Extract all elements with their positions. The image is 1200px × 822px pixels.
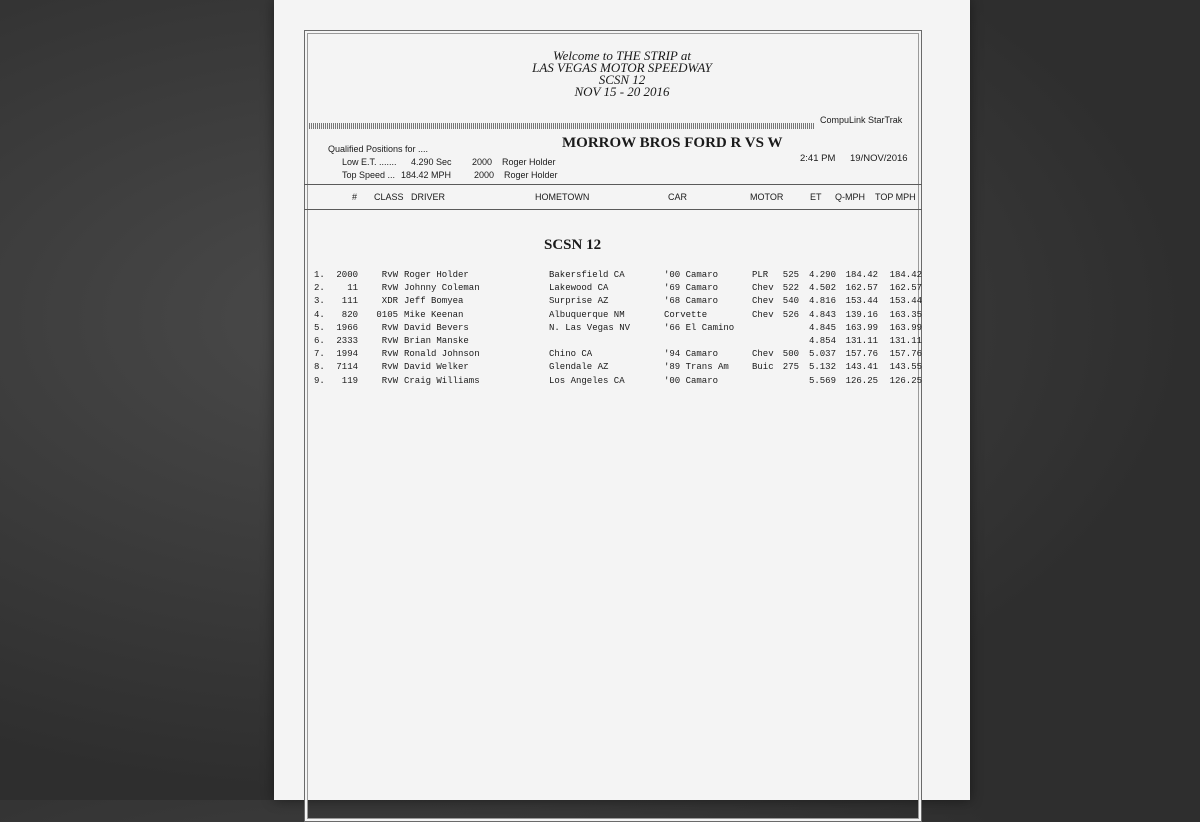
hometown-cell: Albuquerque NM — [549, 309, 625, 320]
car-cell: '89 Trans Am — [664, 362, 729, 373]
motor-cell: PLR — [752, 270, 769, 280]
class-cell: XDR — [381, 296, 398, 307]
hometown-cell: Lakewood CA — [549, 283, 609, 294]
welcome-line: SCSN 12 — [598, 72, 646, 87]
col-header-hometown: HOMETOWN — [535, 192, 590, 202]
car-cell: '94 Camaro — [664, 349, 719, 360]
qualified-label: Qualified Positions for .... — [328, 144, 429, 154]
displacement-cell: 526 — [782, 309, 799, 320]
et-cell: 4.290 — [808, 270, 836, 280]
hometown-cell: Surprise AZ — [549, 296, 609, 307]
car-number-cell: 7114 — [336, 362, 358, 373]
et-cell: 4.854 — [808, 336, 836, 346]
position-cell: 3. — [314, 296, 325, 307]
car-cell: '00 Camaro — [664, 270, 719, 280]
hometown-cell: Glendale AZ — [549, 362, 609, 373]
car-number-cell: 820 — [341, 309, 358, 320]
section-title: SCSN 12 — [544, 237, 602, 253]
car-cell: '68 Camaro — [664, 296, 719, 307]
class-cell: RvW — [381, 375, 398, 386]
welcome-line: LAS VEGAS MOTOR SPEEDWAY — [532, 60, 712, 75]
top-speed-label: Top Speed ... — [342, 170, 396, 180]
top-mph-cell: 143.55 — [889, 362, 922, 373]
qmph-cell: 131.11 — [845, 336, 878, 346]
vendor-label: CompuLink StarTrak — [820, 115, 903, 125]
class-cell: 0105 — [376, 309, 398, 320]
qmph-cell: 143.41 — [845, 362, 878, 373]
top-mph-cell: 131.11 — [889, 336, 922, 346]
et-cell: 4.845 — [808, 322, 836, 333]
driver-cell: Mike Keenan — [404, 309, 464, 320]
top-mph-cell: 153.44 — [889, 296, 922, 307]
displacement-cell: 500 — [782, 349, 799, 360]
car-number-cell: 1966 — [336, 322, 358, 333]
welcome-header — [274, 50, 970, 98]
position-cell: 8. — [314, 362, 325, 373]
class-cell: RvW — [381, 336, 398, 346]
col-header-position: # — [352, 192, 358, 202]
qmph-cell: 153.44 — [845, 296, 878, 307]
motor-cell: Chev — [752, 349, 774, 360]
position-cell: 6. — [314, 336, 325, 346]
hometown-cell: N. Las Vegas NV — [549, 322, 631, 333]
car-number-cell: 2333 — [336, 336, 358, 346]
qmph-cell: 157.76 — [845, 349, 878, 360]
position-cell: 2. — [314, 283, 325, 294]
welcome-line: NOV 15 - 20 2016 — [574, 84, 670, 99]
welcome-line: Welcome to THE STRIP at — [553, 48, 691, 63]
et-cell: 4.843 — [808, 309, 836, 320]
class-cell: RvW — [381, 362, 398, 373]
car-number-cell: 2000 — [336, 270, 358, 280]
position-cell: 4. — [314, 309, 325, 320]
motor-cell: Chev — [752, 283, 774, 294]
qmph-cell: 184.42 — [845, 270, 878, 280]
table-row — [274, 296, 970, 309]
top-mph-cell: 126.25 — [889, 375, 922, 386]
table-row — [274, 270, 970, 283]
top-speed-value: 184.42 MPH — [401, 170, 452, 180]
top-mph-cell: 162.57 — [889, 283, 922, 294]
displacement-cell: 522 — [782, 283, 799, 294]
hatched-divider — [309, 123, 815, 129]
top-mph-cell: 163.35 — [889, 309, 922, 320]
table-row — [274, 362, 970, 375]
header-rule-bottom — [304, 209, 922, 210]
et-cell: 4.502 — [808, 283, 836, 294]
col-header-car: CAR — [668, 192, 688, 202]
et-cell: 4.816 — [808, 296, 836, 307]
table-row — [274, 336, 970, 349]
class-cell: RvW — [381, 322, 398, 333]
qmph-cell: 139.16 — [845, 309, 878, 320]
driver-cell: Brian Manske — [404, 336, 469, 346]
col-header-class: CLASS — [374, 192, 404, 202]
hometown-cell: Los Angeles CA — [549, 375, 625, 386]
driver-cell: Craig Williams — [404, 375, 480, 386]
driver-cell: David Welker — [404, 362, 469, 373]
position-cell: 1. — [314, 270, 325, 280]
driver-cell: Johnny Coleman — [404, 283, 480, 294]
displacement-cell: 525 — [782, 270, 799, 280]
qmph-cell: 126.25 — [845, 375, 878, 386]
displacement-cell: 275 — [782, 362, 799, 373]
motor-cell: Chev — [752, 296, 774, 307]
results-sheet — [274, 0, 970, 800]
driver-cell: Roger Holder — [404, 270, 469, 280]
et-cell: 5.132 — [808, 362, 836, 373]
class-cell: RvW — [381, 283, 398, 294]
event-title: MORROW BROS FORD R VS W — [562, 135, 783, 151]
position-cell: 7. — [314, 349, 325, 360]
car-cell: '69 Camaro — [664, 283, 719, 294]
col-header-top-mph: TOP MPH — [875, 192, 916, 202]
driver-cell: Ronald Johnson — [404, 349, 480, 360]
header-rule-top — [304, 184, 922, 185]
print-time: 2:41 PM — [800, 153, 836, 164]
class-cell: RvW — [381, 270, 398, 280]
col-header-driver: DRIVER — [411, 192, 446, 202]
top-speed-driver: Roger Holder — [504, 170, 558, 180]
et-cell: 5.569 — [808, 375, 836, 386]
print-date: 19/NOV/2016 — [850, 153, 908, 164]
et-cell: 5.037 — [808, 349, 836, 360]
low-et-driver: Roger Holder — [502, 157, 556, 167]
car-cell: '00 Camaro — [664, 375, 719, 386]
motor-cell: Chev — [752, 309, 774, 320]
hometown-cell: Bakersfield CA — [549, 270, 625, 280]
driver-cell: David Bevers — [404, 322, 469, 333]
car-number-cell: 1994 — [336, 349, 358, 360]
top-mph-cell: 163.99 — [889, 322, 922, 333]
car-number-cell: 111 — [341, 296, 358, 307]
driver-cell: Jeff Bomyea — [404, 296, 464, 307]
low-et-value: 4.290 Sec — [411, 157, 452, 167]
car-cell: Corvette — [664, 309, 708, 320]
top-mph-cell: 157.76 — [889, 349, 922, 360]
top-speed-car: 2000 — [474, 170, 495, 180]
car-number-cell: 119 — [341, 375, 358, 386]
hometown-cell: Chino CA — [549, 349, 593, 360]
col-header-motor: MOTOR — [750, 192, 784, 202]
table-row — [274, 323, 970, 336]
qmph-cell: 163.99 — [845, 322, 878, 333]
position-cell: 9. — [314, 375, 325, 386]
motor-cell: Buic — [752, 362, 774, 373]
table-row — [274, 283, 970, 296]
col-header-qmph: Q-MPH — [835, 192, 865, 202]
qmph-cell: 162.57 — [845, 283, 878, 294]
class-cell: RvW — [381, 349, 398, 360]
position-cell: 5. — [314, 322, 325, 333]
table-row — [274, 349, 970, 362]
table-row — [274, 376, 970, 389]
car-number-cell: 11 — [347, 283, 358, 294]
top-mph-cell: 184.42 — [889, 270, 922, 280]
table-row — [274, 310, 970, 323]
car-cell: '66 El Camino — [664, 322, 735, 333]
col-header-et: ET — [810, 192, 822, 202]
low-et-car: 2000 — [472, 157, 493, 167]
displacement-cell: 540 — [782, 296, 799, 307]
low-et-label: Low E.T. ....... — [342, 157, 397, 167]
